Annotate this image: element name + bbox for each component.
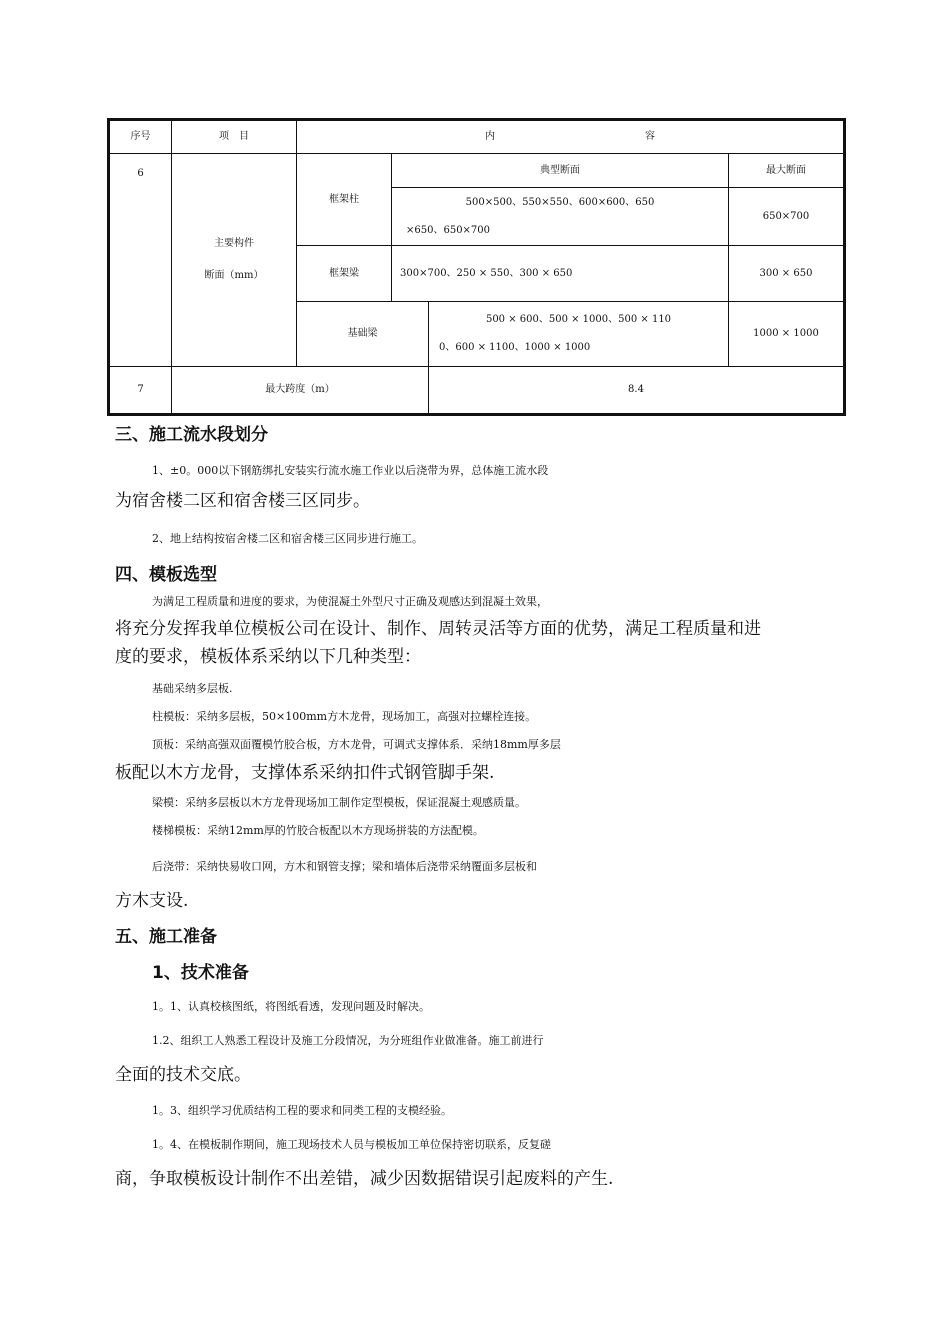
header-content-1: 内 [485,131,495,142]
section5-item2-line1: 1.2、组织工人熟悉工程设计及施工分段情况，为分班组作业做准备。施工前进行 [152,1034,544,1047]
section5-sub1: 1、技术准备 [152,963,249,983]
section4-intro-line1: 为满足工程质量和进度的要求，为使混凝土外型尺寸正确及观感达到混凝土效果， [152,595,548,608]
frame-beam-typical: 300×700、250 × 550、300 × 650 [400,267,573,279]
section4-stair: 楼梯模板：采纳12mm厚的竹胶合板配以木方现场拼装的方法配模。 [152,824,484,837]
section5-item4-line1: 1。4、在模板制作期间，施工现场技术人员与模板加工单位保持密切联系，反复磋 [152,1138,551,1151]
row6-seq: 6 [137,168,144,179]
row7-seq: 7 [137,384,144,395]
row7-item: 最大跨度（m） [265,384,335,395]
section4-slab-line1: 顶板：采纳高强双面覆模竹胶合板，方木龙骨，可调式支撑体系．采纳18mm厚多层 [152,738,561,751]
frame-column-typical-line2: ×650、650×700 [406,224,491,236]
section3-p2: 2、地上结构按宿舍楼二区和宿舍楼三区同步进行施工。 [152,532,423,545]
frame-beam-label: 框架梁 [329,267,359,279]
section5-item1: 1。1、认真校核图纸，将图纸看透，发现问题及时解决。 [152,1000,430,1013]
row6-item-line2: 断面（mm） [204,270,264,281]
row7-value: 8.4 [628,384,644,395]
foundation-beam-label: 基础梁 [347,328,378,339]
frame-column-typical [392,188,728,245]
section4-slab-line2: 板配以木方龙骨，支撑体系采纳扣件式钢管脚手架. [115,763,495,783]
section3-p1-line1: 1、±0。000以下钢筋绑扎安装实行流水施工作业以后浇带为界，总体施工流水段 [152,464,549,477]
section4-foundation: 基础采纳多层板. [152,682,233,695]
section4-title: 四、模板选型 [115,565,217,585]
section4-intro-line3: 度的要求，模板体系采纳以下几种类型： [115,647,421,667]
spec-table [107,118,846,416]
section3-title: 三、施工流水段划分 [115,425,268,445]
section5-item4-line2: 商，争取模板设计制作不出差错，减少因数据错误引起废料的产生. [115,1169,614,1189]
max-section-header: 最大断面 [766,164,806,176]
section3-p1-line2: 为宿舍楼二区和宿舍楼三区同步。 [115,491,370,511]
header-item: 项 目 [219,131,249,142]
header-content-2: 容 [645,131,655,142]
section4-intro-line2: 将充分发挥我单位模板公司在设计、制作、周转灵活等方面的优势，满足工程质量和进 [115,619,761,639]
foundation-beam-typical-line2: 0、600 × 1100、1000 × 1000 [439,342,591,353]
frame-column-typical-line1: 500×500、550×550、600×600、650 [465,196,655,208]
header-seq: 序号 [130,131,151,142]
section5-item2-line2: 全面的技术交底。 [115,1065,251,1085]
row6-item-line1: 主要构件 [214,238,254,249]
frame-column-label: 框架柱 [329,193,359,205]
row6-item [172,154,296,366]
frame-column-max: 650×700 [762,210,810,222]
section5-item3: 1。3、组织学习优质结构工程的要求和同类工程的支模经验。 [152,1104,452,1117]
section4-post-line1: 后浇带：采纳快易收口网，方木和钢管支撑；梁和墙体后浇带采纳覆面多层板和 [152,860,537,873]
section4-post-line2: 方木支设. [115,891,189,911]
typical-section-header: 典型断面 [540,164,580,176]
section5-title: 五、施工准备 [115,927,217,947]
foundation-beam-typical [429,302,728,366]
section4-beam: 梁模：采纳多层板以木方龙骨现场加工制作定型模板，保证混凝土观感质量。 [152,796,526,809]
foundation-beam-typical-line1: 500 × 600、500 × 1000、500 × 110 [485,314,672,325]
foundation-beam-max: 1000 × 1000 [753,328,819,339]
section4-column: 柱模板：采纳多层板，50×100mm方木龙骨，现场加工，高强对拉螺栓连接。 [152,710,537,723]
frame-beam-max: 300 × 650 [759,267,813,279]
